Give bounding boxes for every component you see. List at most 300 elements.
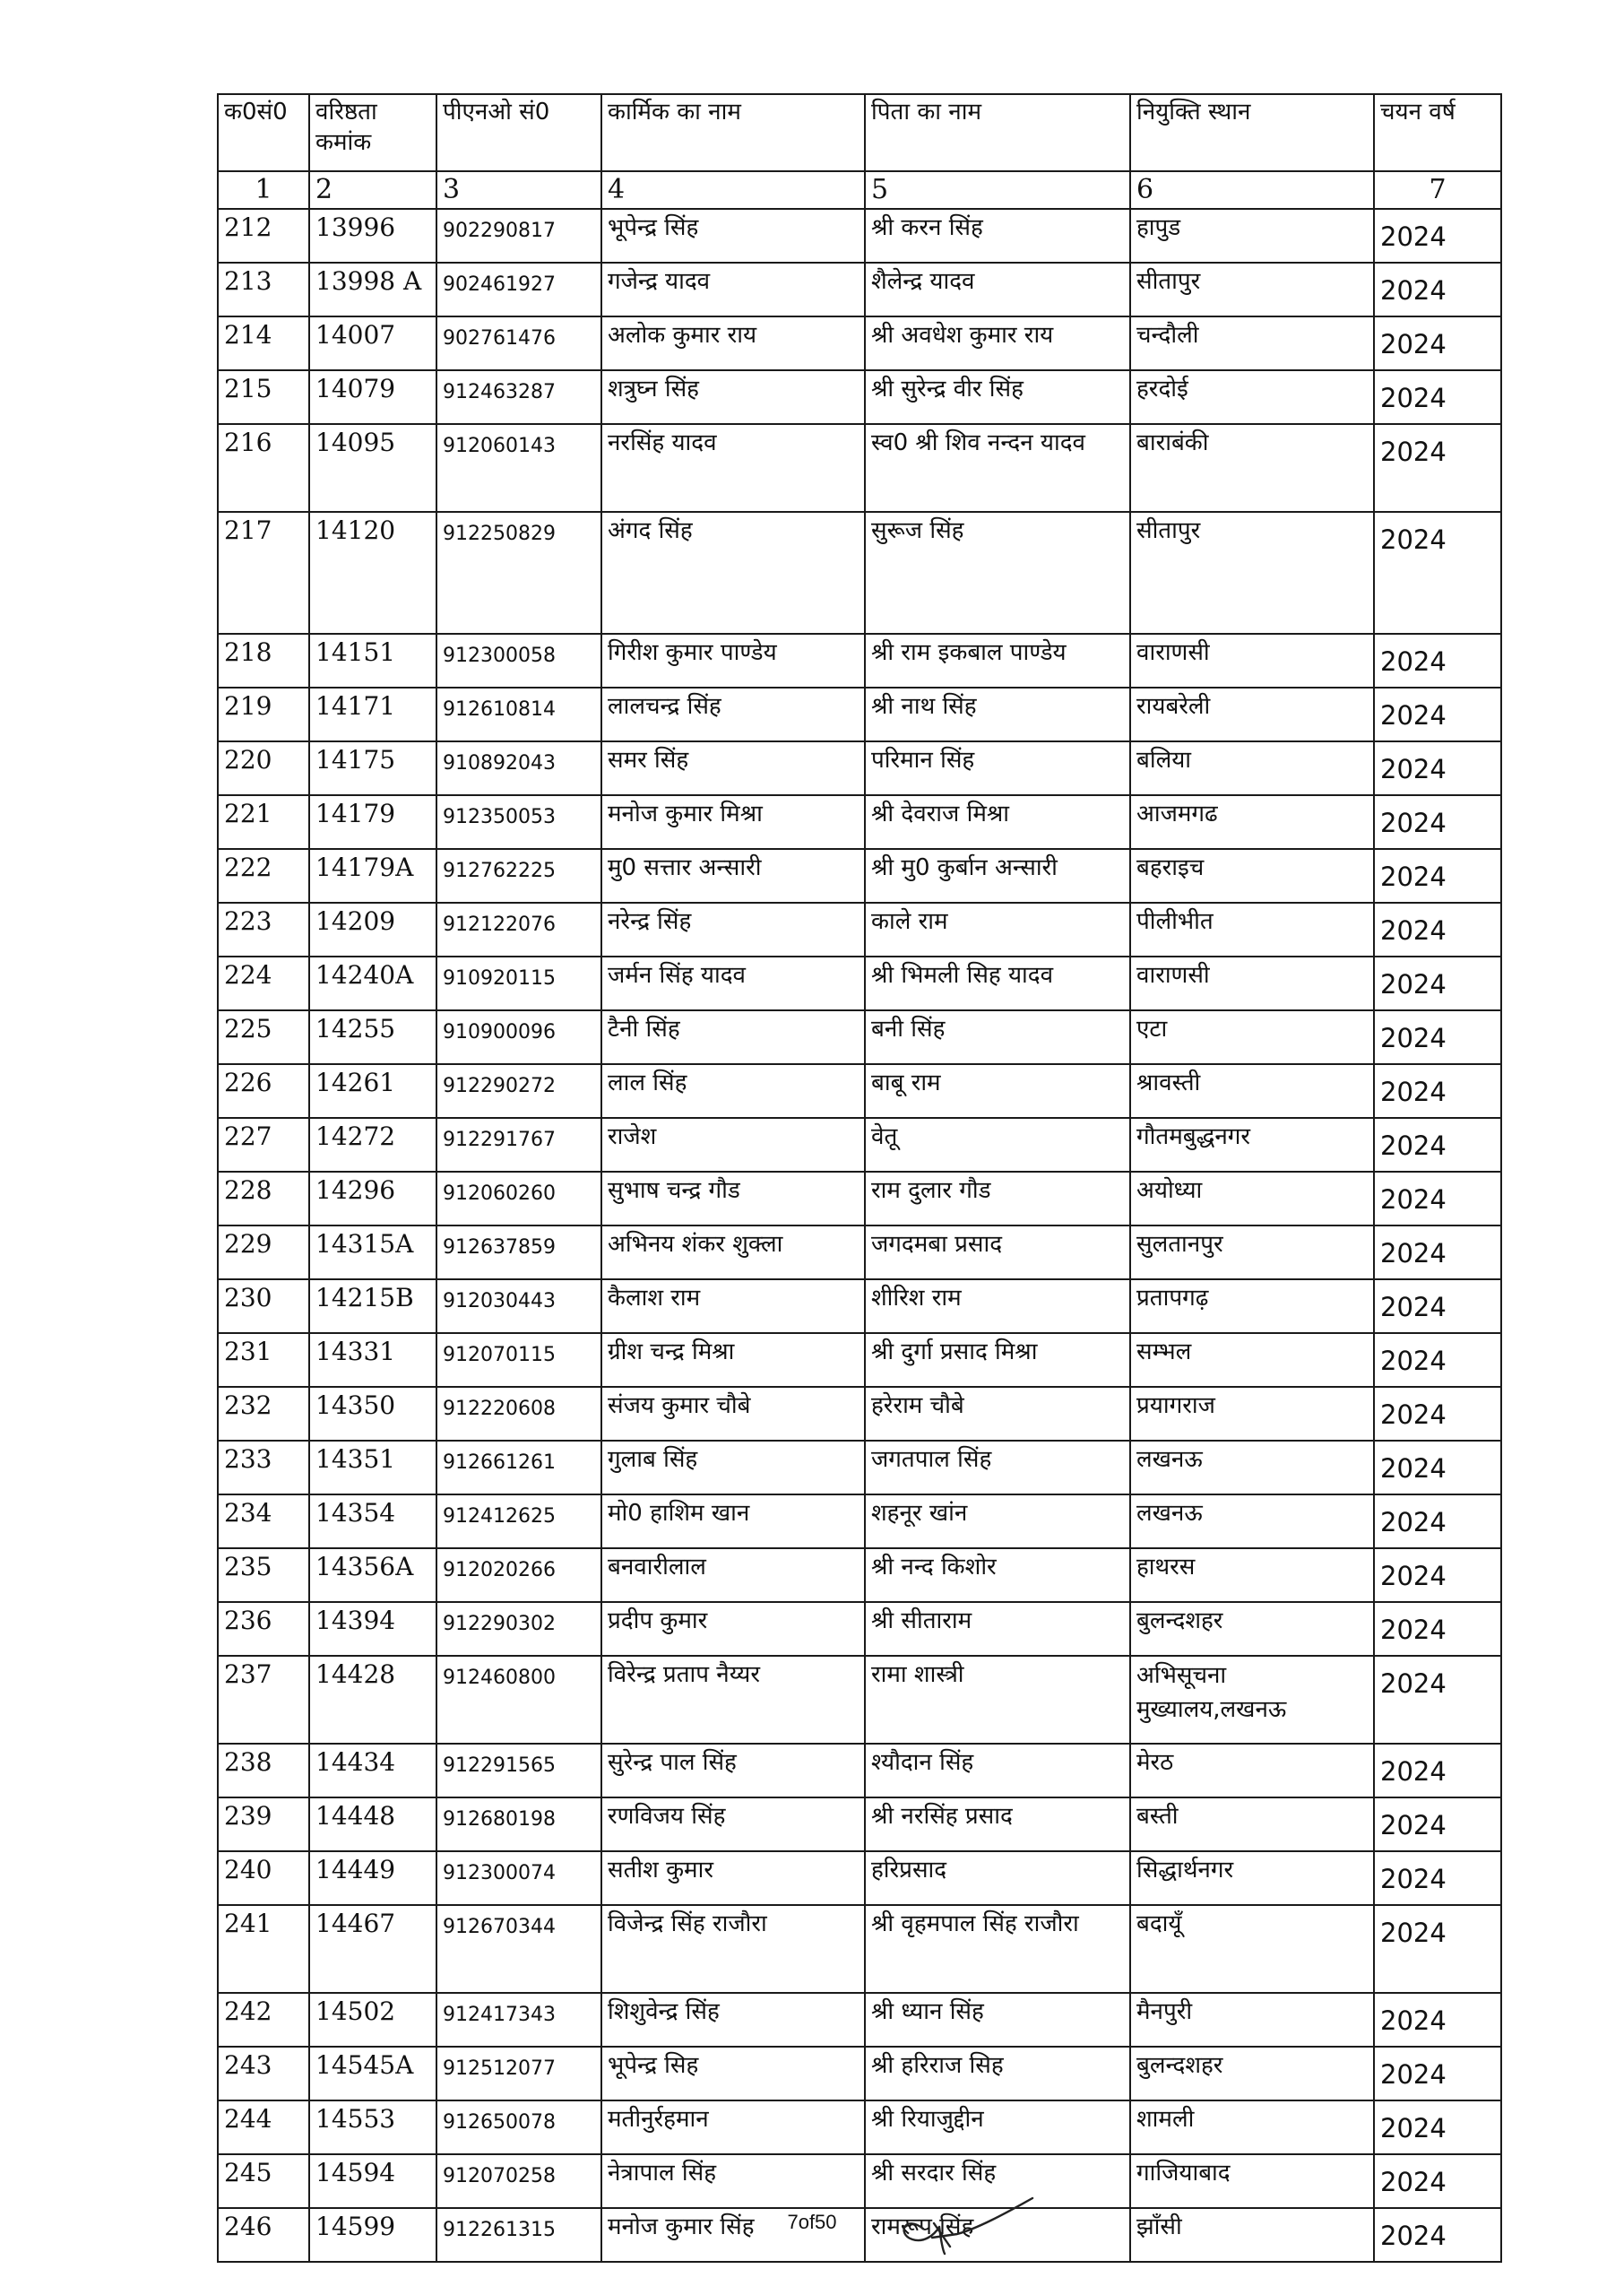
cell-selection-year: 2024 [1374,1225,1501,1279]
table-row [218,1744,1501,1797]
cell-pno-number: 912070258 [436,2154,601,2208]
cell-serial-number: 215 [218,370,309,424]
cell-seniority-number: 14315A [309,1225,436,1279]
cell-pno-number: 912417343 [436,1993,601,2047]
table-row [218,634,1501,688]
column-number: 3 [436,171,601,209]
cell-pno-number: 912680198 [436,1797,601,1851]
cell-employee-name: जर्मन सिंह यादव [601,957,865,1010]
cell-employee-name: मु0 सत्तार अन्सारी [601,849,865,903]
cell-pno-number: 912030443 [436,1279,601,1333]
cell-employee-name: अलोक कुमार राय [601,316,865,370]
cell-selection-year: 2024 [1374,2208,1501,2262]
cell-selection-year: 2024 [1374,1387,1501,1441]
table-row [218,1905,1501,1993]
cell-serial-number: 246 [218,2208,309,2262]
cell-employee-name: मतीनुर्रहमान [601,2100,865,2154]
cell-selection-year: 2024 [1374,263,1501,316]
cell-posting-place: सीतापुर [1130,512,1374,634]
cell-posting-place: बदायूँ [1130,1905,1374,1993]
cell-selection-year: 2024 [1374,1118,1501,1172]
cell-seniority-number: 14296 [309,1172,436,1225]
cell-pno-number: 912291767 [436,1118,601,1172]
cell-employee-name: टैनी सिंह [601,1010,865,1064]
cell-posting-place: सिद्धार्थनगर [1130,1851,1374,1905]
table-body [218,209,1501,2262]
cell-father-name: श्री अवधेश कुमार राय [865,316,1130,370]
cell-serial-number: 230 [218,1279,309,1333]
cell-father-name: श्री सुरेन्द्र वीर सिंह [865,370,1130,424]
cell-father-name: जगदमबा प्रसाद [865,1225,1130,1279]
header-father: पिता का नाम [865,94,1130,171]
table-row [218,1333,1501,1387]
cell-selection-year: 2024 [1374,1548,1501,1602]
cell-father-name: श्री देवराज मिश्रा [865,795,1130,849]
cell-father-name: श्यौदान सिंह [865,1744,1130,1797]
cell-father-name: रामा शास्त्री [865,1656,1130,1744]
cell-posting-place: हाथरस [1130,1548,1374,1602]
cell-seniority-number: 14179 [309,795,436,849]
cell-father-name: रामरूप सिंह [865,2208,1130,2262]
cell-employee-name: प्रदीप कुमार [601,1602,865,1656]
cell-seniority-number: 14594 [309,2154,436,2208]
table-row [218,2154,1501,2208]
signature-mark [887,2187,1040,2259]
cell-pno-number: 912637859 [436,1225,601,1279]
cell-selection-year: 2024 [1374,2100,1501,2154]
cell-father-name: शीरिश राम [865,1279,1130,1333]
cell-posting-place: मेरठ [1130,1744,1374,1797]
table-row [218,795,1501,849]
cell-seniority-number: 14151 [309,634,436,688]
cell-pno-number: 912460800 [436,1656,601,1744]
cell-selection-year: 2024 [1374,2154,1501,2208]
column-number: 5 [865,171,1130,209]
column-number: 1 [218,171,309,209]
cell-father-name: श्री राम इकबाल पाण्डेय [865,634,1130,688]
header-year: चयन वर्ष [1374,94,1501,171]
table-row [218,1387,1501,1441]
cell-seniority-number: 14356A [309,1548,436,1602]
cell-employee-name: भूपेन्द्र सिंह [601,209,865,263]
cell-selection-year: 2024 [1374,795,1501,849]
table-row [218,1118,1501,1172]
cell-selection-year: 2024 [1374,512,1501,634]
cell-employee-name: मनोज कुमार सिंह [601,2208,865,2262]
cell-seniority-number: 14502 [309,1993,436,2047]
table-row [218,1064,1501,1118]
cell-pno-number: 912300058 [436,634,601,688]
cell-selection-year: 2024 [1374,1441,1501,1494]
table-row [218,1548,1501,1602]
cell-selection-year: 2024 [1374,1172,1501,1225]
cell-father-name: राम दुलार गौड [865,1172,1130,1225]
cell-selection-year: 2024 [1374,1010,1501,1064]
cell-selection-year: 2024 [1374,1797,1501,1851]
personnel-table [217,93,1502,2263]
cell-father-name: श्री ध्यान सिंह [865,1993,1130,2047]
cell-employee-name: मनोज कुमार मिश्रा [601,795,865,849]
cell-employee-name: विरेन्द्र प्रताप नैय्यर [601,1656,865,1744]
cell-pno-number: 912122076 [436,903,601,957]
table-row [218,1441,1501,1494]
cell-selection-year: 2024 [1374,688,1501,741]
cell-pno-number: 910892043 [436,741,601,795]
cell-pno-number: 902761476 [436,316,601,370]
cell-father-name: श्री दुर्गा प्रसाद मिश्रा [865,1333,1130,1387]
header-name: कार्मिक का नाम [601,94,865,171]
cell-posting-place: बाराबंकी [1130,424,1374,512]
cell-selection-year: 2024 [1374,1851,1501,1905]
cell-seniority-number: 14351 [309,1441,436,1494]
cell-serial-number: 212 [218,209,309,263]
cell-seniority-number: 14209 [309,903,436,957]
cell-pno-number: 912290302 [436,1602,601,1656]
cell-seniority-number: 14261 [309,1064,436,1118]
cell-posting-place: श्रावस्ती [1130,1064,1374,1118]
cell-posting-place: बुलन्दशहर [1130,1602,1374,1656]
table-row [218,2100,1501,2154]
header-place: नियुक्ति स्थान [1130,94,1374,171]
cell-seniority-number: 14434 [309,1744,436,1797]
header-seniority-text: वरिष्ठता कमांक [315,99,377,156]
cell-selection-year: 2024 [1374,1656,1501,1744]
cell-seniority-number: 14215B [309,1279,436,1333]
cell-posting-place: बहराइच [1130,849,1374,903]
cell-employee-name: रणविजय सिंह [601,1797,865,1851]
cell-employee-name: सुभाष चन्द्र गौड [601,1172,865,1225]
cell-serial-number: 232 [218,1387,309,1441]
cell-serial-number: 239 [218,1797,309,1851]
cell-pno-number: 912250829 [436,512,601,634]
table-row [218,316,1501,370]
cell-pno-number: 912463287 [436,370,601,424]
cell-posting-place: हापुड [1130,209,1374,263]
cell-serial-number: 237 [218,1656,309,1744]
page-number: 7of50 [787,2211,837,2233]
table-row [218,957,1501,1010]
cell-employee-name: शत्रुघ्न सिंह [601,370,865,424]
cell-serial-number: 227 [218,1118,309,1172]
table-row [218,2047,1501,2100]
cell-serial-number: 214 [218,316,309,370]
cell-posting-place: वाराणसी [1130,957,1374,1010]
cell-seniority-number: 14448 [309,1797,436,1851]
cell-father-name: श्री करन सिंह [865,209,1130,263]
cell-employee-name: सतीश कुमार [601,1851,865,1905]
cell-serial-number: 224 [218,957,309,1010]
cell-serial-number: 218 [218,634,309,688]
cell-employee-name: लाल सिंह [601,1064,865,1118]
cell-pno-number: 910900096 [436,1010,601,1064]
cell-pno-number: 912670344 [436,1905,601,1993]
table-row [218,1010,1501,1064]
cell-father-name: श्री हरिराज सिह [865,2047,1130,2100]
cell-seniority-number: 14428 [309,1656,436,1744]
cell-serial-number: 228 [218,1172,309,1225]
cell-serial-number: 216 [218,424,309,512]
cell-posting-place: चन्दौली [1130,316,1374,370]
cell-seniority-number: 14095 [309,424,436,512]
cell-employee-name: लालचन्द्र सिंह [601,688,865,741]
cell-selection-year: 2024 [1374,1279,1501,1333]
cell-serial-number: 238 [218,1744,309,1797]
cell-posting-place: अयोध्या [1130,1172,1374,1225]
cell-father-name: श्री रियाजुद्दीन [865,2100,1130,2154]
column-number: 4 [601,171,865,209]
cell-father-name: श्री भिमली सिह यादव [865,957,1130,1010]
table-row [218,424,1501,512]
cell-father-name: श्री नाथ सिंह [865,688,1130,741]
cell-serial-number: 222 [218,849,309,903]
cell-selection-year: 2024 [1374,370,1501,424]
cell-selection-year: 2024 [1374,316,1501,370]
cell-pno-number: 912661261 [436,1441,601,1494]
cell-employee-name: गुलाब सिंह [601,1441,865,1494]
cell-selection-year: 2024 [1374,1905,1501,1993]
cell-employee-name: ग्रीश चन्द्र मिश्रा [601,1333,865,1387]
cell-posting-place: वाराणसी [1130,634,1374,688]
cell-pno-number: 912291565 [436,1744,601,1797]
cell-employee-name: गजेन्द्र यादव [601,263,865,316]
cell-posting-place: लखनऊ [1130,1494,1374,1548]
cell-posting-place: प्रतापगढ़ [1130,1279,1374,1333]
cell-serial-number: 233 [218,1441,309,1494]
cell-seniority-number: 14272 [309,1118,436,1172]
cell-father-name: हरेराम चौबे [865,1387,1130,1441]
cell-employee-name: नेत्रापाल सिंह [601,2154,865,2208]
cell-pno-number: 912610814 [436,688,601,741]
table-row [218,1602,1501,1656]
cell-selection-year: 2024 [1374,424,1501,512]
cell-pno-number: 902461927 [436,263,601,316]
cell-posting-place: आजमगढ [1130,795,1374,849]
cell-employee-name: नरसिंह यादव [601,424,865,512]
cell-selection-year: 2024 [1374,1333,1501,1387]
cell-employee-name: राजेश [601,1118,865,1172]
table-row [218,1656,1501,1744]
table-row [218,512,1501,634]
cell-pno-number: 912350053 [436,795,601,849]
table-row [218,1851,1501,1905]
cell-father-name: हरिप्रसाद [865,1851,1130,1905]
cell-father-name: बाबू राम [865,1064,1130,1118]
cell-seniority-number: 14394 [309,1602,436,1656]
cell-posting-place: बस्ती [1130,1797,1374,1851]
cell-posting-place: हरदोई [1130,370,1374,424]
column-number: 6 [1130,171,1374,209]
cell-serial-number: 242 [218,1993,309,2047]
column-number: 2 [309,171,436,209]
table-row [218,263,1501,316]
column-number-row [218,171,1501,209]
cell-serial-number: 220 [218,741,309,795]
cell-father-name: श्री सरदार सिंह [865,2154,1130,2208]
cell-pno-number: 910920115 [436,957,601,1010]
table-row [218,1797,1501,1851]
cell-seniority-number: 14449 [309,1851,436,1905]
header-sno: क0सं0 [218,94,309,171]
cell-father-name: शहनूर खांन [865,1494,1130,1548]
table-row [218,741,1501,795]
cell-posting-place: सम्भल [1130,1333,1374,1387]
cell-posting-place: गौतमबुद्धनगर [1130,1118,1374,1172]
cell-serial-number: 245 [218,2154,309,2208]
cell-serial-number: 231 [218,1333,309,1387]
cell-pno-number: 912290272 [436,1064,601,1118]
table-row [218,1279,1501,1333]
cell-seniority-number: 14354 [309,1494,436,1548]
cell-seniority-number: 14175 [309,741,436,795]
cell-seniority-number: 14350 [309,1387,436,1441]
cell-seniority-number: 14007 [309,316,436,370]
cell-posting-place: प्रयागराज [1130,1387,1374,1441]
cell-selection-year: 2024 [1374,1993,1501,2047]
cell-selection-year: 2024 [1374,741,1501,795]
cell-pno-number: 912060260 [436,1172,601,1225]
table-row [218,1494,1501,1548]
cell-serial-number: 241 [218,1905,309,1993]
cell-employee-name: शिशुवेन्द्र सिंह [601,1993,865,2047]
cell-selection-year: 2024 [1374,1064,1501,1118]
cell-pno-number: 912060143 [436,424,601,512]
cell-posting-place: सुलतानपुर [1130,1225,1374,1279]
cell-selection-year: 2024 [1374,903,1501,957]
table-row [218,1225,1501,1279]
cell-posting-place: लखनऊ [1130,1441,1374,1494]
table-row [218,903,1501,957]
cell-father-name: काले राम [865,903,1130,957]
cell-father-name: श्री नन्द किशोर [865,1548,1130,1602]
cell-serial-number: 223 [218,903,309,957]
cell-employee-name: नरेन्द्र सिंह [601,903,865,957]
cell-seniority-number: 13996 [309,209,436,263]
cell-posting-place: अभिसूचना मुख्यालय,लखनऊ [1130,1656,1374,1744]
column-number: 7 [1374,171,1501,209]
cell-posting-place: झाँसी [1130,2208,1374,2262]
cell-seniority-number: 14599 [309,2208,436,2262]
cell-serial-number: 226 [218,1064,309,1118]
header-row [218,94,1501,171]
cell-serial-number: 225 [218,1010,309,1064]
cell-pno-number: 912020266 [436,1548,601,1602]
cell-father-name: शैलेन्द्र यादव [865,263,1130,316]
table-row [218,849,1501,903]
table-row [218,688,1501,741]
cell-posting-place: एटा [1130,1010,1374,1064]
cell-employee-name: अभिनय शंकर शुक्ला [601,1225,865,1279]
cell-serial-number: 234 [218,1494,309,1548]
table-row [218,209,1501,263]
cell-employee-name: सुरेन्द्र पाल सिंह [601,1744,865,1797]
cell-posting-place: बलिया [1130,741,1374,795]
cell-employee-name: गिरीश कुमार पाण्डेय [601,634,865,688]
header-seniority [309,94,436,171]
cell-seniority-number: 14120 [309,512,436,634]
cell-posting-place: मैनपुरी [1130,1993,1374,2047]
table-row [218,370,1501,424]
cell-seniority-number: 14171 [309,688,436,741]
cell-serial-number: 243 [218,2047,309,2100]
cell-pno-number: 912512077 [436,2047,601,2100]
cell-selection-year: 2024 [1374,1744,1501,1797]
cell-employee-name: कैलाश राम [601,1279,865,1333]
cell-seniority-number: 14331 [309,1333,436,1387]
cell-serial-number: 229 [218,1225,309,1279]
cell-father-name: परिमान सिंह [865,741,1130,795]
cell-serial-number: 221 [218,795,309,849]
cell-father-name: जगतपाल सिंह [865,1441,1130,1494]
cell-serial-number: 217 [218,512,309,634]
cell-employee-name: संजय कुमार चौबे [601,1387,865,1441]
cell-seniority-number: 14240A [309,957,436,1010]
cell-selection-year: 2024 [1374,1494,1501,1548]
cell-seniority-number: 14179A [309,849,436,903]
cell-father-name: श्री मु0 कुर्बान अन्सारी [865,849,1130,903]
cell-serial-number: 236 [218,1602,309,1656]
cell-employee-name: भूपेन्द्र सिह [601,2047,865,2100]
cell-father-name: श्री वृहमपाल सिंह राजौरा [865,1905,1130,1993]
cell-employee-name: बनवारीलाल [601,1548,865,1602]
cell-seniority-number: 13998 A [309,263,436,316]
cell-posting-place: सीतापुर [1130,263,1374,316]
cell-father-name: श्री सीताराम [865,1602,1130,1656]
cell-posting-place: गाजियाबाद [1130,2154,1374,2208]
cell-selection-year: 2024 [1374,849,1501,903]
cell-employee-name: विजेन्द्र सिंह राजौरा [601,1905,865,1993]
cell-pno-number: 912070115 [436,1333,601,1387]
cell-pno-number: 912650078 [436,2100,601,2154]
cell-employee-name: अंगद सिंह [601,512,865,634]
table-row [218,1172,1501,1225]
cell-pno-number: 902290817 [436,209,601,263]
header-pno: पीएनओ सं0 [436,94,601,171]
cell-seniority-number: 14079 [309,370,436,424]
cell-employee-name: समर सिंह [601,741,865,795]
cell-serial-number: 219 [218,688,309,741]
cell-selection-year: 2024 [1374,634,1501,688]
cell-seniority-number: 14467 [309,1905,436,1993]
cell-selection-year: 2024 [1374,209,1501,263]
cell-posting-place: रायबरेली [1130,688,1374,741]
cell-posting-place: पीलीभीत [1130,903,1374,957]
cell-pno-number: 912300074 [436,1851,601,1905]
cell-father-name: सुरूज सिंह [865,512,1130,634]
cell-father-name: वेतू [865,1118,1130,1172]
cell-seniority-number: 14255 [309,1010,436,1064]
cell-pno-number: 912261315 [436,2208,601,2262]
cell-father-name: श्री नरसिंह प्रसाद [865,1797,1130,1851]
cell-posting-place: शामली [1130,2100,1374,2154]
cell-pno-number: 912220608 [436,1387,601,1441]
cell-pno-number: 912762225 [436,849,601,903]
cell-serial-number: 244 [218,2100,309,2154]
cell-father-name: स्व0 श्री शिव नन्दन यादव [865,424,1130,512]
cell-posting-place: बुलन्दशहर [1130,2047,1374,2100]
cell-selection-year: 2024 [1374,2047,1501,2100]
cell-serial-number: 235 [218,1548,309,1602]
cell-seniority-number: 14553 [309,2100,436,2154]
cell-serial-number: 213 [218,263,309,316]
table-row [218,1993,1501,2047]
cell-employee-name: मो0 हाशिम खान [601,1494,865,1548]
cell-selection-year: 2024 [1374,1602,1501,1656]
cell-pno-number: 912412625 [436,1494,601,1548]
cell-father-name: बनी सिंह [865,1010,1130,1064]
cell-seniority-number: 14545A [309,2047,436,2100]
cell-selection-year: 2024 [1374,957,1501,1010]
cell-serial-number: 240 [218,1851,309,1905]
